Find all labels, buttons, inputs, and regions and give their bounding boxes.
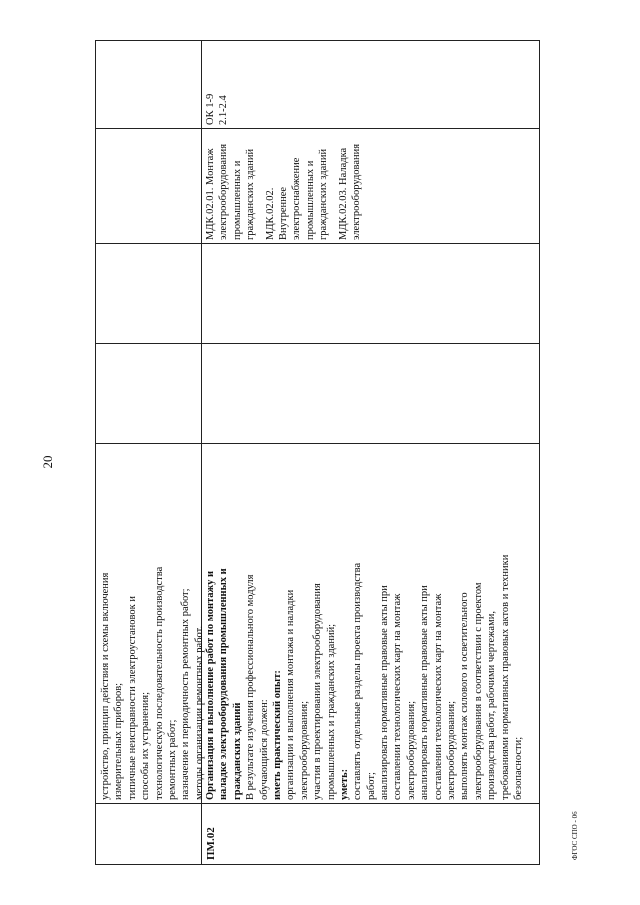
ok-codes bbox=[204, 43, 244, 125]
mdk-line: гражданских зданий bbox=[318, 148, 330, 240]
text-line: составлять отдельные разделы проекта производства bbox=[352, 562, 364, 800]
text-line: производства работ, рабочими чертежами, bbox=[486, 611, 498, 800]
mdk-line: МДК.02.01. Монтаж bbox=[205, 148, 216, 240]
section-heading: уметь: bbox=[338, 768, 350, 800]
text-line: составлении технологических карт на монтаж bbox=[392, 593, 404, 800]
text-line: методы организации ремонтных работ. bbox=[193, 625, 205, 800]
text-line: назначение и периодичность ремонтных работ; bbox=[180, 588, 192, 800]
page-number: 20 bbox=[40, 455, 55, 469]
col-divider-code bbox=[96, 803, 539, 804]
mdk-line: электрооборудования bbox=[350, 143, 362, 240]
text-line: обучающийся должен: bbox=[258, 699, 270, 800]
ok-line: 2.1-2.4 bbox=[218, 95, 230, 125]
text-line: участия в проектировании электрооборудования bbox=[312, 583, 324, 800]
mdk-line: промышленных и bbox=[304, 160, 316, 240]
text-line: безопасности; bbox=[512, 736, 524, 800]
top-row-content bbox=[99, 448, 205, 800]
module-title-line: наладке электрооборудования промышленных и bbox=[218, 568, 230, 800]
text-line: типичные неисправности электроустановок и bbox=[126, 596, 138, 800]
text-line: устройство, принцип действия и схемы включения bbox=[100, 572, 111, 800]
text-line: составлении технологических карт на монтаж bbox=[432, 593, 444, 800]
text-line: электрооборудования; bbox=[298, 701, 310, 800]
col-divider-content bbox=[96, 443, 539, 444]
module-title-line: гражданских зданий bbox=[231, 702, 243, 800]
module-content bbox=[204, 446, 538, 800]
mdk-line: электрооборудования bbox=[218, 143, 230, 240]
col-divider-4 bbox=[96, 243, 539, 244]
footer-label: ФГОС СПО - 06 bbox=[571, 811, 579, 860]
competency-table bbox=[95, 40, 540, 865]
text-line: электрооборудования; bbox=[405, 701, 417, 800]
text-line: В результате изучения профессионального модуля bbox=[245, 574, 257, 800]
text-line: измерительных приборов; bbox=[113, 682, 125, 800]
text-line: анализировать нормативные правовые акты при bbox=[419, 585, 431, 800]
text-line: технологическую последовательность производства bbox=[153, 566, 165, 800]
text-line: электрооборудования в соответствии с проектом bbox=[472, 582, 484, 800]
text-line: требованиями нормативных правовых актов и техники bbox=[499, 554, 511, 800]
text-line: выполнять монтаж силового и осветительного bbox=[459, 592, 471, 800]
text-line: электрооборудования; bbox=[446, 701, 458, 800]
mdk-line: МДК.02.02. bbox=[264, 187, 276, 240]
text-line: ремонтных работ; bbox=[166, 719, 178, 800]
text-line: способы их устранения; bbox=[140, 691, 152, 800]
section-heading: иметь практический опыт: bbox=[271, 670, 283, 800]
mdk-line: электроснабжение bbox=[291, 157, 303, 240]
col-divider-mdk bbox=[96, 128, 539, 129]
text-line: промышленных и гражданских зданий; bbox=[325, 623, 337, 800]
module-code: ПМ.02 bbox=[205, 827, 217, 860]
text-line: анализировать нормативные правовые акты при bbox=[379, 585, 391, 800]
mdk-line: гражданских зданий bbox=[245, 148, 257, 240]
mdk-line: промышленных и bbox=[231, 160, 243, 240]
mdk-line: Внутреннее bbox=[277, 186, 289, 240]
module-title-line: Организация и выполнение работ по монтажу и bbox=[205, 570, 216, 800]
ok-line: ОК 1-9 bbox=[205, 93, 216, 125]
rotated-table-frame bbox=[95, 40, 540, 865]
col-divider-3 bbox=[96, 343, 539, 344]
text-line: организации и выполнения монтажа и наладки bbox=[285, 589, 297, 800]
text-line: работ; bbox=[365, 772, 377, 800]
mdk-list bbox=[204, 131, 404, 240]
mdk-line: МДК.02.03. Наладка bbox=[337, 147, 349, 240]
